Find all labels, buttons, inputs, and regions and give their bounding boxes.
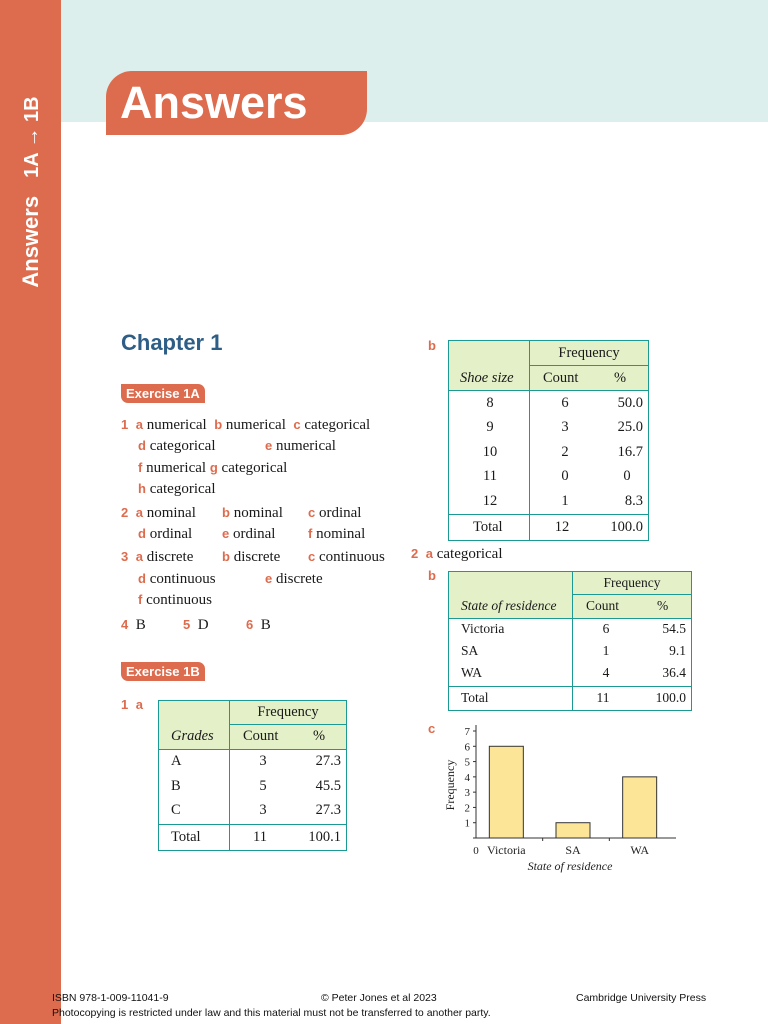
- y-tick-label: 4: [464, 771, 470, 784]
- y-tick-label: 0: [473, 845, 479, 857]
- state-frequency-bar-chart: [430, 718, 700, 878]
- grades-table-total-rule: [158, 824, 347, 825]
- grades-pct-header: %: [313, 728, 326, 744]
- state-table-divider: [572, 571, 573, 711]
- table-cell: 2: [561, 444, 569, 460]
- table-cell-total: 100.0: [655, 690, 686, 705]
- table-cell-total: 11: [596, 690, 610, 705]
- grades-table-divider: [229, 700, 230, 851]
- table-cell-total: 11: [253, 829, 267, 845]
- answer-1-line-2: d categorical: [138, 438, 216, 454]
- answer-2c: c ordinal: [308, 505, 362, 521]
- chapter-heading: Chapter 1: [121, 330, 223, 355]
- state-count-header: Count: [586, 598, 620, 613]
- table-cell: A: [171, 753, 182, 769]
- answer-2d: d ordinal: [138, 526, 193, 542]
- answer-1b-1a-label: 1 a: [121, 697, 143, 712]
- y-tick-label: 1: [464, 817, 470, 830]
- x-tick-label: SA: [565, 843, 581, 857]
- grades-count-header: Count: [243, 728, 279, 744]
- answer-5: 5 D: [183, 617, 209, 633]
- table-cell: 1: [602, 643, 610, 658]
- table-cell: SA: [461, 643, 479, 658]
- answer-2a: 2 a categorical: [411, 546, 503, 562]
- side-tab: [0, 0, 61, 1024]
- shoe-group-header: Frequency: [558, 345, 620, 361]
- y-tick-label: 7: [464, 726, 470, 738]
- table-cell: B: [171, 778, 181, 794]
- bar: [489, 746, 523, 838]
- table-cell: 6: [561, 395, 569, 411]
- answer-3c: c continuous: [308, 549, 385, 565]
- answer-2b: b nominal: [222, 505, 283, 521]
- shoe-count-header: Count: [543, 370, 579, 386]
- table-cell-total: 12: [554, 519, 570, 535]
- table-cell: 16.7: [617, 444, 643, 460]
- side-tab-text: [18, 96, 44, 287]
- answer-2b-label: b: [428, 568, 436, 583]
- table-cell: C: [171, 802, 181, 818]
- y-tick-label: 2: [464, 802, 470, 815]
- table-cell: 3: [259, 802, 267, 818]
- grades-group-header: Frequency: [257, 704, 319, 720]
- state-pct-header: %: [657, 598, 669, 613]
- y-tick-label: 3: [464, 787, 470, 800]
- side-tab-range: 1A → 1B: [20, 96, 43, 178]
- x-tick-label: Victoria: [487, 843, 526, 857]
- answer-4: 4 B: [121, 617, 146, 633]
- table-cell: 4: [602, 665, 610, 680]
- grades-table-head-rule: [158, 749, 347, 750]
- answer-1-line-3: f numerical g categorical: [138, 460, 288, 476]
- shoe-col-header: Shoe size: [460, 370, 514, 386]
- y-axis-label: Frequency: [443, 759, 457, 811]
- footer-copyright: © Peter Jones et al 2023: [321, 992, 437, 1004]
- answer-2-line-1: 2 a nominal: [121, 505, 196, 521]
- table-cell-total: Total: [461, 690, 489, 705]
- x-tick-label: WA: [630, 843, 650, 857]
- y-tick-label: 5: [464, 756, 470, 769]
- bar: [623, 777, 657, 838]
- shoe-table-total-rule: [448, 514, 649, 515]
- table-cell-total: 100.0: [610, 519, 643, 535]
- shoe-table-header-rule: [529, 365, 649, 366]
- table-cell: 6: [602, 621, 610, 636]
- shoe-pct-header: %: [614, 370, 627, 386]
- table-cell: 8.3: [624, 493, 643, 509]
- table-cell: 25.0: [617, 419, 643, 435]
- table-cell: 9: [486, 419, 494, 435]
- table-cell: 12: [482, 493, 498, 509]
- table-cell: 5: [259, 778, 267, 794]
- answer-3f: f continuous: [138, 592, 212, 608]
- table-cell: 45.5: [315, 778, 341, 794]
- state-table-head-rule: [448, 618, 692, 619]
- table-cell-total: Total: [171, 829, 201, 845]
- answer-3b: b discrete: [222, 549, 281, 565]
- answer-2f: f nominal: [308, 526, 366, 542]
- table-cell-total: Total: [473, 519, 503, 535]
- y-axis: [465, 725, 480, 857]
- table-cell: 36.4: [662, 665, 686, 680]
- answer-3d: d continuous: [138, 571, 216, 587]
- table-cell: 0: [561, 468, 569, 484]
- table-cell: 3: [259, 753, 267, 769]
- footer-notice: Photocopying is restricted under law and this material must not be transferred to another party.: [52, 1007, 491, 1019]
- state-table-total-rule: [448, 686, 692, 687]
- table-cell: Victoria: [461, 621, 505, 636]
- answer-6: 6 B: [246, 617, 271, 633]
- table-cell: 1: [561, 493, 569, 509]
- table-cell-total: 100.1: [308, 829, 341, 845]
- answer-3-line-1: 3 a discrete: [121, 549, 194, 565]
- shoe-table-head-rule: [448, 390, 649, 391]
- table-cell: 10: [482, 444, 498, 460]
- table-cell: 9.1: [669, 643, 686, 658]
- bar: [556, 823, 590, 838]
- table-cell: 54.5: [662, 621, 686, 636]
- table-cell: 27.3: [315, 753, 341, 769]
- x-axis: [476, 838, 676, 857]
- table-cell: WA: [461, 665, 482, 680]
- footer-publisher: Cambridge University Press: [576, 992, 707, 1004]
- table-cell: 11: [483, 468, 497, 484]
- state-table-header-rule: [572, 594, 692, 595]
- footer-isbn: ISBN 978-1-009-11041-9: [52, 992, 169, 1004]
- exercise-1b-badge: Exercise 1B: [121, 662, 205, 681]
- table-cell: 0: [623, 468, 631, 484]
- shoe-table-divider: [529, 340, 530, 541]
- answer-1e: e numerical: [265, 438, 336, 454]
- exercise-1a-badge: Exercise 1A: [121, 384, 205, 403]
- table-cell: 3: [561, 419, 569, 435]
- answer-1b-label: b: [428, 338, 436, 353]
- answer-2c-label: c: [428, 721, 436, 736]
- grades-table-header-rule: [229, 724, 347, 725]
- table-cell: 8: [486, 395, 494, 411]
- answer-1-line-4: h categorical: [138, 481, 216, 497]
- side-tab-label: Answers: [17, 195, 43, 288]
- table-cell: 50.0: [617, 395, 643, 411]
- bars: [489, 746, 656, 838]
- x-axis-label: State of residence: [527, 859, 613, 873]
- page-title: Answers: [106, 71, 367, 135]
- answer-1-line-1: 1 a numerical b numerical c categorical: [121, 417, 371, 433]
- state-group-header: Frequency: [603, 575, 661, 590]
- grades-col-header: Grades: [171, 728, 214, 744]
- y-tick-label: 6: [464, 741, 470, 754]
- table-cell: 27.3: [315, 802, 341, 818]
- answer-3e: e discrete: [265, 571, 323, 587]
- answer-2e: e ordinal: [222, 526, 276, 542]
- state-col-header: State of residence: [461, 598, 557, 613]
